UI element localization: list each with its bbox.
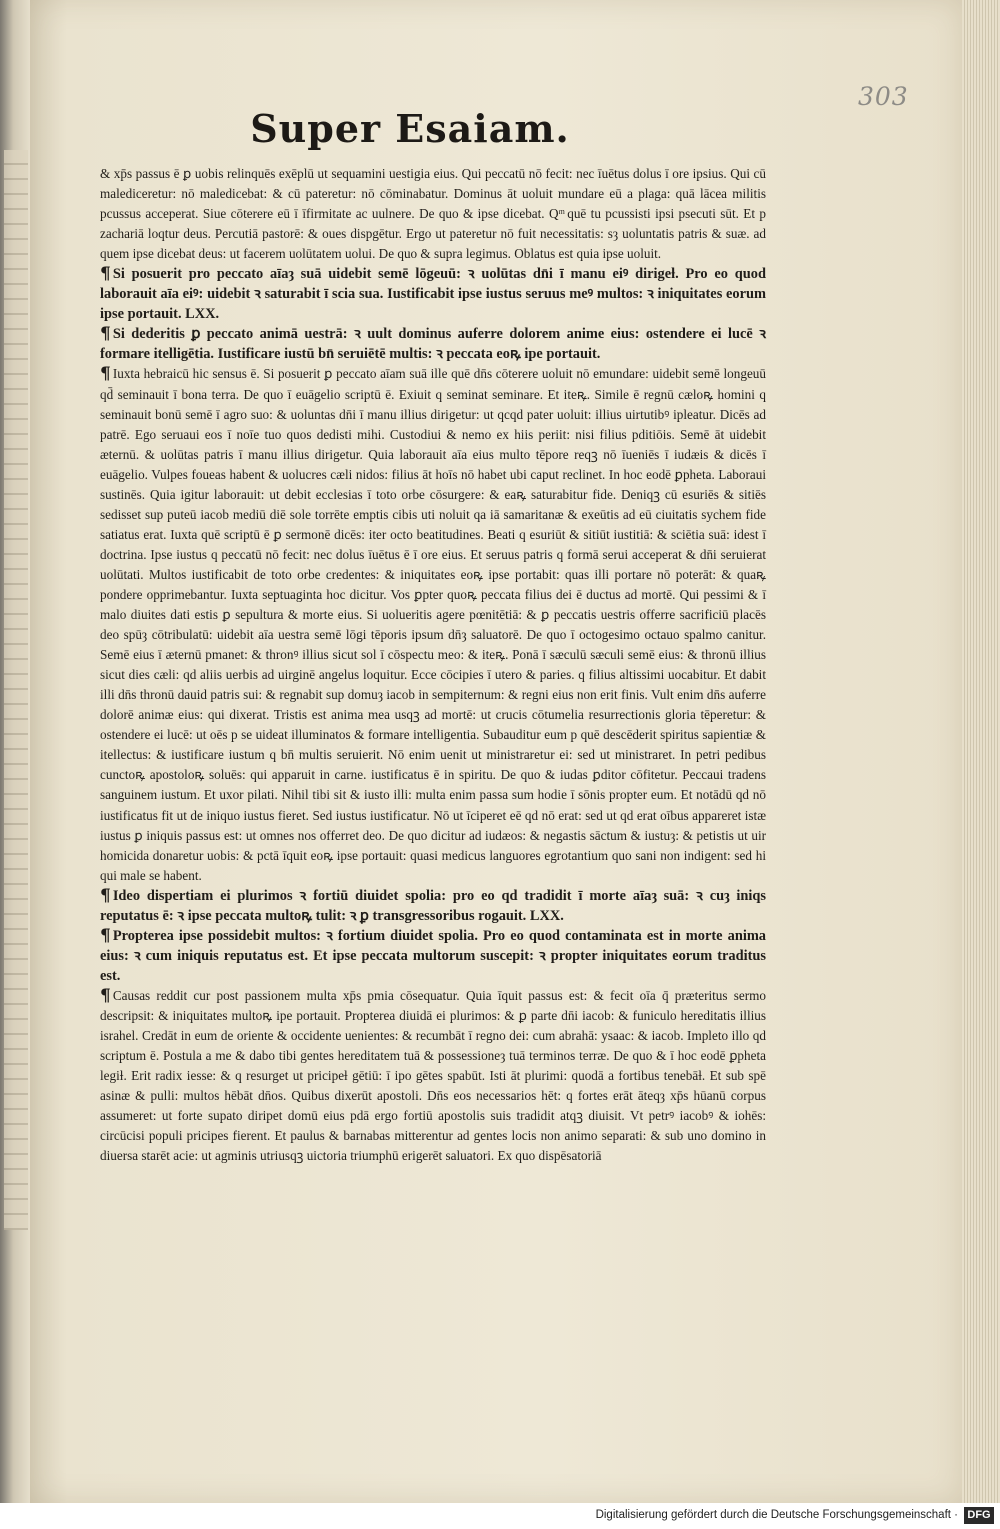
paragraph-4-text: Iuxta hebraicū hic sensus ē. Si posuerit ꝑ peccato aīam suā ille quē dn̄s cōterere uoluit nō emundare: uidebit semē longeuū qd̄ seminauit ī bona terra. De quo ī euāgelio scriptū ē. Exiuit q seminat seminare. Et iteꝶ. Simile ē regnū cæloꝶ homini q seminauit bonū semē ī agro suo: & uoluntas dn̄i ī manu illius dirigetur: ut qcqd pater uoluit: illius uirtutibꝰ ipleatur. Dicēs ad patrē. Ego seruaui eos ī noīe tuo quos dedisti mihi. Custodiui & nemo ex hiis periit: nisi filius pditiōis. Semē āt uidebit æternū. & uolūtas patris ī manu illius dirigetur. Quia laborauit aīa eius multo tēpore reqꝫ nō īueniēs ī iudæis & dicēs ī euāgelio. Vulpes foueas habent & uolucres cæli nidos: filius āt hoīs nō habet ubi caput reclinet. In hoc eodē ꝑpheta. Laboraui sustinēs. Quia igitur laborauit: ut debit ecclesias ī toto orbe cōsurgere: & eaꝶ saturabitur fide. Deniqꝫ cū esuriēs & sitiēs sedisset sup puteū iacob mediū diē sole torrēte emptis cibis uti noluit qa iā samaritanæ & exeūtis ad eū ciuitatis sychem fide satiatus erat. Iuxta quē scriptū ē ꝑ sermonē dicēs: iter octo beatitudines. Beati q esuriūt & sitiūt iustitiā: & sciētia suā: idest ī doctrina. Ipse iustus q peccatū nō fecit: nec dolus īuētus ē ī ore eius. Et seruus patris q formā serui acceperat & dn̄i seruierat uolūtati. Multos iustificabit de toto orbe credentes: & iniquitates eoꝶ ipse portabit: quas illi portare nō poterāt: & quaꝶ pondere opprimebantur. Iuxta septuaginta hoc dicitur. Vos ꝑpter quoꝶ peccata filius dei ē ductus ad mortē. Qui pessimi & ī malo diuites dati estis ꝑ sepultura & morte eius. Si uolueritis agere pœnitētiā: & ꝑ peccatis uestris offerre sacrificiū placēs deo spūȝ cōtribulatū: uidebit aīa uestra semē lōgi tēporis ipsum dn̄ȝ saluatorē. De quo ī octogesimo octauo spalmo canitur. Semē eius ī æternū pmanet: & thronꝰ illius sicut sol ī cōspectu meo: & iteꝶ. Ponā ī sæculū sæculi semē eius: & thronū illius sicut dies cæli: qd aliis uerbis ad uirginē angelus loquitur. Ecce cōcipies ī utero & paries. q filius altissimi uocabitur. Et dabit illi dn̄s thronū dauid patris sui: & regnabit sup domuȝ iacob in sempiternum: & regni eius non erit finis. Vult enim dn̄s auferre dolorē animæ eius: qui dixerat. Tristis est anima mea usqꝫ ad mortē: ut crucis cōtumelia resurrectionis gloria tēperetur: & ostendere ei lucē: ut oēs p se uideat illuminatos & formare intelligentia. Subauditur eum p quē descēderit spiritus sapientiæ & itellectus: & iustificare iustum q bn̄ multis seruierit. Nō enim uenit ut ministraretur ei: sed ut ministraret. In petri pedibus cunctoꝶ apostoloꝶ soluēs: qui apparuit in carne. iustificatus ē in spiritu. De quo & iudas ꝑditor cōfitetur. Peccaui tradens sanguinem iustum. Et uxor pilati. Nihil tibi sit & iusto illi: multa enim passa sum hodie ī sōnis propter eum. Et notādū qd nō iustificatus fit ut de iniquo iustus fieret. Sed iustus iustificatur. Nō ut īciperet eē qd nō erat: sed ut qd erat oībus appareret istæ iustus ꝑ iniquis passus est: ut omnes nos offerret deo. De quo dicitur ad iudæos: & negastis sāctum & iustuȝ: & petistis ut uir homicida donaretur uobis: & pctā īquit eoꝶ ipse portauit: quasi medicus languores egrotantium quo sani non indigent: sed hi qui male se habent. <box>100 366 766 883</box>
left-page-edge <box>0 0 30 1503</box>
paragraph-3 <box>100 324 766 364</box>
page-fore-edge <box>962 0 1000 1503</box>
footer-bar <box>0 1503 1000 1529</box>
paragraph-1: & xp̄s passus ē ꝑ uobis relinquēs exēplū ut sequamini uestigia eius. Qui peccatū nō fecit: nec īuētus dolus ī ore ipsius. Qui cū malediceretur: nō maledicebat: & cū pateretur: nō cōminabatur. Dominus āt uoluit mundare eū a plaga: quā lācea militis pcussus acceperat. Siue cōterere eū ī īfirmitate ac uulnere. De quo & ipse dicebat. Q ͫ quē tu pcussisti ipsi psecuti sūt. Et p zachariā loqtur deus. Percutiā pastorē: & oues dispgētur. Ergo ut pateretur nō fuit necessitatis: sȝ uoluntatis patris & suæ. ad quem ipse dicebat deus: ut facerem uolūtatem uolui. De quo & supra legimus. Oblatus est quia ipse uoluit. <box>100 166 766 262</box>
paragraph-6-text: Propterea ipse possidebit multos: ꝛ fortium diuidet spolia. Pro eo quod contaminata est in morte anima eius: ꝛ cum iniquis reputatus est. Et ipse peccata multorum suscepit: ꝛ propter iniquitates eorum traditus est. <box>100 927 766 984</box>
left-page-text-fragment <box>4 150 28 1230</box>
dfg-logo: DFG <box>964 1507 994 1524</box>
paragraph-7 <box>100 986 766 1166</box>
paragraph-2 <box>100 264 766 324</box>
paragraph-3-text: Si dederitis ꝑ peccato animā uestrā: ꝛ uult dominus auferre dolorem anime eius: ostendere ei lucē ꝛ formare itelligētia. Iustificare iustū bn̄ seruiētē multis: ꝛ peccata eoꝶ ipe portauit. <box>100 326 766 363</box>
folio-number: 303 <box>858 82 909 111</box>
funding-notice: Digitalisierung gefördert durch die Deutsche Forschungsgemeinschaft · <box>595 1509 958 1521</box>
paragraph-mark-icon: ¶ <box>100 324 111 345</box>
paragraph-2-text: Si posuerit pro peccato aīaȝ suā uidebit semē lōgeuū: ꝛ uolūtas dn̄i ī manu eiꝰ dirigeƚ. Pro eo quod laborauit aīa eiꝰ: uidebit ꝛ saturabit ī scia sua. Iustificabit ipse iustus seruus meꝰ multos: ꝛ iniquitates eorum ipse portauit. LXX. <box>100 266 766 323</box>
paragraph-mark-icon: ¶ <box>100 985 111 1006</box>
text-block <box>100 164 766 1166</box>
paragraph-mark-icon: ¶ <box>100 885 111 906</box>
paragraph-7-text: Causas reddit cur post passionem multa xp̄s pmia cōsequatur. Quia īquit passus est: & fecit oīa q̄ præteritus sermo descripsit: & iniquitates multoꝶ ipe portauit. Propterea diuidā ei plurimos: & ꝑ parte dn̄i iacob: & funiculo hereditatis illius israhel. Credāt in eum de oriente & occidente uenientes: & recumbāt ī regno dei: cum abrahā: ysaac: & iacob. Impleto illo qd scriptum ē. Postula a me & dabo tibi gentes hereditatem tuā & possessioneȝ tuā terminos terræ. De quo & ī hoc eodē ꝑpheta legiƚ. Erit radix iesse: & q resurget ut pricipeƚ gētiū: ī ipo gētes spabūt. Isti āt plurimi: quodā a fortibus tenebāƚ. Et sub spē asinæ & pulli: multos hēbāt dn̄os. Quibus dixerūt apostoli. Dn̄s eos necessarios hēt: q fortes erāt āteqȝ xp̄s hūanū corpus assumeret: ut forte supato diripet domū eius pdā ergo fortiū apostolis suis tradidit atqꝫ diuisit. Vt petrꝰ iacobꝰ & iohēs: circūcisi populi pricipes fierent. Et paulus & barnabas mitterentur ad gentes locis non animo separati: & sub uno domino in diuersa starēt acie: ut agminis utriusqꝫ uictoria triumphū erigerēt saluatori. Ex quo dispēsatoriā <box>100 987 766 1164</box>
paragraph-5-text: Ideo dispertiam ei plurimos ꝛ fortiū diuidet spolia: pro eo qd tradidit ī morte aīaȝ suā: ꝛ cuȝ iniqs reputatus ē: ꝛ ipse peccata multoꝶ tulit: ꝛ ꝑ transgressoribus rogauit. LXX. <box>100 887 766 924</box>
paragraph-mark-icon: ¶ <box>100 364 111 385</box>
running-head: Super Esaiam. <box>250 106 570 151</box>
paragraph-5 <box>100 886 766 926</box>
paragraph-mark-icon: ¶ <box>100 264 111 285</box>
paragraph-mark-icon: ¶ <box>100 925 111 946</box>
paragraph-4 <box>100 364 766 885</box>
paragraph-6 <box>100 926 766 986</box>
